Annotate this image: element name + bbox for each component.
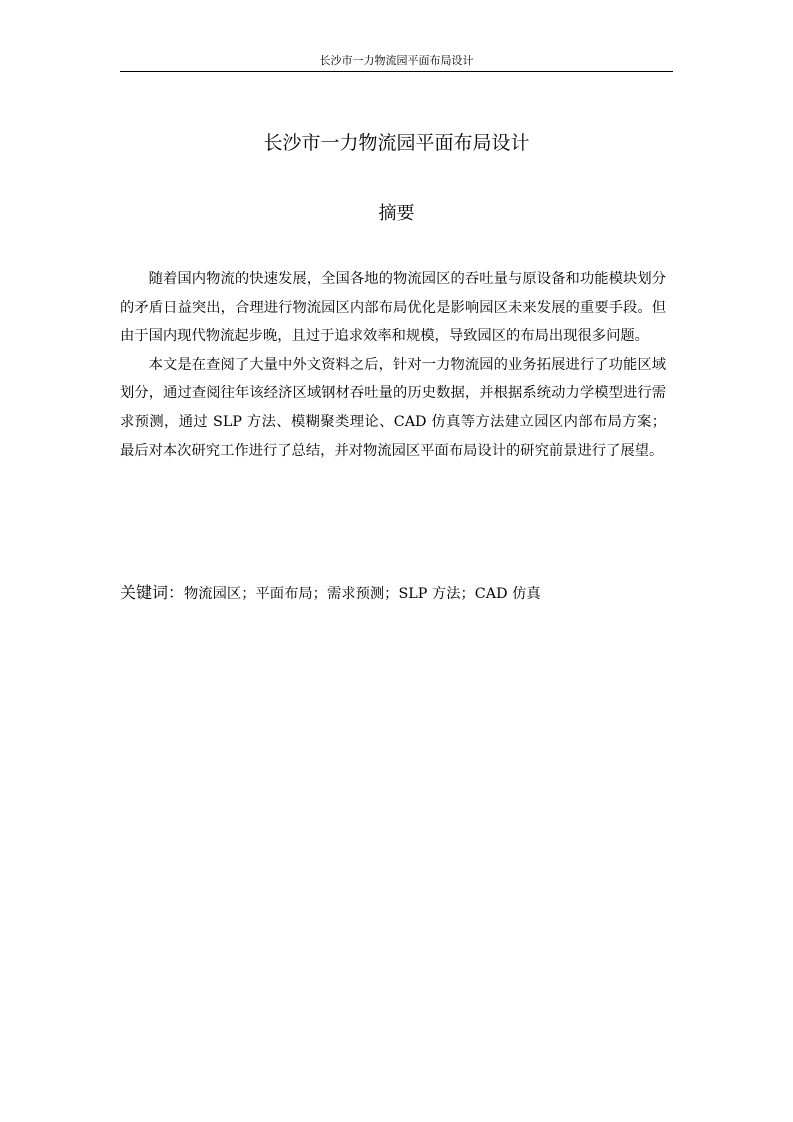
abstract-heading: 摘要: [378, 203, 415, 224]
keywords-text: 物流园区；平面布局；需求预测；SLP 方法；CAD 仿真: [184, 586, 541, 602]
running-header: 长沙市一力物流园平面布局设计: [120, 54, 673, 72]
abstract-body: [120, 265, 666, 465]
keywords-label: 关键词：: [120, 583, 185, 602]
abstract-paragraph-1: 随着国内物流的快速发展，全国各地的物流园区的吞吐量与原设备和功能模块划分的矛盾日益突出，合理进行物流园区内部布局优化是影响园区未来发展的重要手段。但由于国内现代物流起步晚，且过于追求效率和规模，导致园区的布局出现很多问题。: [120, 271, 666, 345]
document-title: 长沙市一力物流园平面布局设计: [263, 132, 530, 154]
abstract-paragraph-2: 本文是在查阅了大量中外文资料之后，针对一力物流园的业务拓展进行了功能区域划分，通过查阅往年该经济区域钢材吞吐量的历史数据，并根据系统动力学模型进行需求预测，通过 SLP 方法、模糊聚类理论、CAD 仿真等方法建立园区内部布局方案；最后对本次研究工作进行了总结，并对物流园区平面布局设计的研究前景进行了展望。: [120, 356, 666, 459]
keywords-line: [120, 580, 673, 607]
